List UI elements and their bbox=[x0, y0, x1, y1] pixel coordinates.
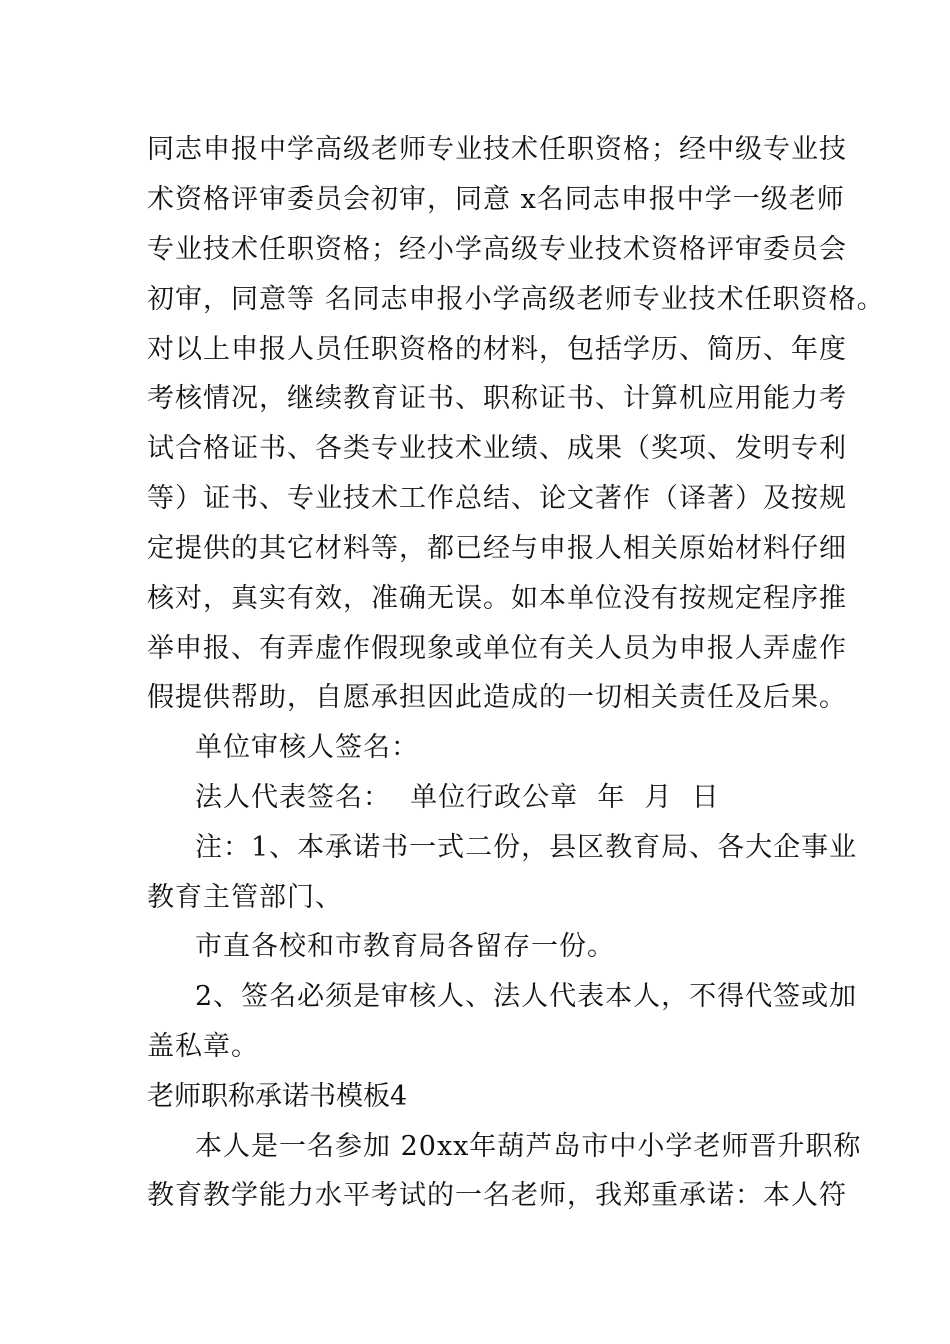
paragraph-line: 教育教学能力水平考试的一名老师，我郑重承诺：本人符 bbox=[147, 1180, 847, 1211]
paragraph-line: 同志申报中学高级老师专业技术任职资格；经中级专业技 bbox=[147, 134, 847, 165]
paragraph-line: 试合格证书、各类专业技术业绩、成果（奖项、发明专利 bbox=[147, 433, 847, 464]
paragraph-line: 术资格评审委员会初审，同意 x名同志申报中学一级老师 bbox=[147, 184, 845, 215]
note-line: 2、签名必须是审核人、法人代表本人，不得代签或加 bbox=[195, 981, 858, 1012]
note-line: 教育主管部门、 bbox=[147, 882, 343, 913]
reviewer-signature-label: 单位审核人签名： bbox=[195, 732, 419, 763]
note-line: 市直各校和市教育局各留存一份。 bbox=[195, 931, 615, 962]
legal-representative-signature-label: 法人代表签名： 单位行政公章 年 月 日 bbox=[195, 782, 720, 813]
paragraph-line: 举申报、有弄虚作假现象或单位有关人员为申报人弄虚作 bbox=[147, 633, 847, 664]
paragraph-line: 本人是一名参加 20xx年葫芦岛市中小学老师晋升职称 bbox=[195, 1131, 862, 1162]
paragraph-line: 假提供帮助，自愿承担因此造成的一切相关责任及后果。 bbox=[147, 682, 847, 713]
note-line: 盖私章。 bbox=[147, 1031, 259, 1062]
paragraph-line: 专业技术任职资格；经小学高级专业技术资格评审委员会 bbox=[147, 234, 847, 265]
paragraph-line: 考核情况，继续教育证书、职称证书、计算机应用能力考 bbox=[147, 383, 847, 414]
paragraph-line: 对以上申报人员任职资格的材料，包括学历、简历、年度 bbox=[147, 334, 847, 365]
paragraph-line: 定提供的其它材料等，都已经与申报人相关原始材料仔细 bbox=[147, 533, 847, 564]
paragraph-line: 核对，真实有效，准确无误。如本单位没有按规定程序推 bbox=[147, 583, 847, 614]
paragraph-line: 等）证书、专业技术工作总结、论文著作（译著）及按规 bbox=[147, 483, 847, 514]
section-title: 老师职称承诺书模板4 bbox=[147, 1081, 408, 1112]
note-line: 注：1、本承诺书一式二份，县区教育局、各大企事业 bbox=[195, 832, 858, 863]
paragraph-line: 初审，同意等 名同志申报小学高级老师专业技术任职资格。 bbox=[147, 284, 885, 315]
